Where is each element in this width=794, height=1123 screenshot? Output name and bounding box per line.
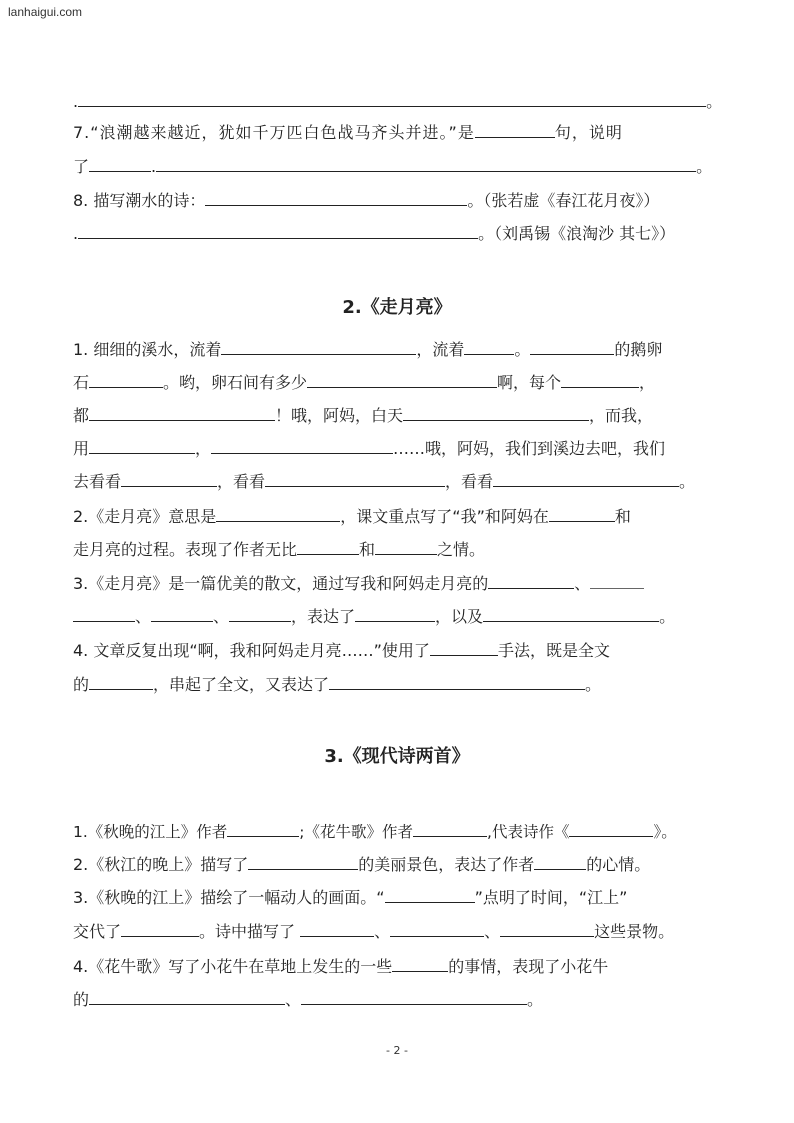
text: 石	[73, 373, 90, 392]
text: 的	[73, 675, 90, 694]
text: ，	[639, 373, 656, 392]
q7-line2	[73, 155, 723, 178]
blank	[561, 371, 639, 388]
text: 。（张若虚《春江花月夜》）	[467, 191, 660, 210]
text: 4.《花牛歌》写了小花牛在草地上发生的一些	[73, 957, 393, 976]
blank	[549, 505, 615, 522]
blank	[413, 820, 487, 837]
blank	[483, 605, 659, 622]
blank	[385, 886, 475, 903]
text: ，而我，	[589, 406, 654, 425]
blank	[151, 605, 213, 622]
text: 、	[484, 922, 501, 941]
text: ，	[195, 439, 212, 458]
text: 手法，既是全文	[497, 641, 610, 660]
line-0	[73, 90, 723, 113]
text: ，看看	[217, 472, 266, 491]
blank	[156, 155, 696, 172]
s2-q3-line1	[73, 572, 723, 595]
text: 的事情，表现了小花牛	[448, 957, 609, 976]
text: 3.《走月亮》是一篇优美的散文，通过写我和阿妈走月亮的	[73, 574, 489, 593]
blank	[229, 605, 291, 622]
text: 。（刘禹锡《浪淘沙 其七》）	[478, 224, 676, 243]
blank	[590, 572, 644, 589]
text: 、	[135, 607, 152, 626]
text: 、	[285, 990, 302, 1009]
blank	[355, 605, 435, 622]
blank	[300, 920, 374, 937]
text: 、	[574, 574, 591, 593]
text: 之情。	[437, 540, 486, 559]
text: 。诗中描写了	[199, 922, 301, 941]
text: 的	[73, 990, 90, 1009]
text: 。	[585, 675, 602, 694]
blank	[375, 538, 437, 555]
dot: .	[73, 92, 79, 111]
blank	[227, 820, 299, 837]
text: 用	[73, 439, 90, 458]
blank	[403, 404, 589, 421]
text: 》。	[653, 823, 677, 841]
s2-q3-line2	[73, 605, 723, 628]
blank	[301, 988, 527, 1005]
page-number: - 2 -	[386, 1044, 408, 1057]
text: 句，说明	[554, 123, 623, 142]
s2-q2-line1	[73, 505, 723, 528]
q8-line1	[73, 189, 723, 212]
text: ，串起了全文，又表达了	[153, 675, 330, 694]
text: 。	[679, 472, 696, 491]
text: 去看看	[73, 472, 122, 491]
s3-q1	[73, 820, 723, 843]
blank	[89, 404, 275, 421]
blank	[89, 988, 285, 1005]
text: 、	[374, 922, 391, 941]
blank	[430, 639, 498, 656]
text: ，课文重点写了“我”和阿妈在	[340, 507, 549, 526]
text: 。	[659, 607, 676, 626]
blank	[211, 437, 393, 454]
text: 和	[614, 507, 631, 526]
blank	[89, 673, 153, 690]
blank	[121, 920, 199, 937]
text: ;《花牛歌》作者	[299, 823, 414, 841]
text: 的心情。	[586, 855, 651, 874]
blank	[475, 121, 555, 138]
text: 。	[696, 157, 713, 176]
s2-q1-line4	[73, 437, 723, 460]
text: 都	[73, 406, 90, 425]
blank	[500, 920, 594, 937]
text: ，流着	[416, 340, 465, 359]
s2-q4-line1	[73, 639, 723, 662]
section3-title: 3.《现代诗两首》	[324, 746, 470, 767]
text: .	[151, 157, 157, 176]
blank	[392, 955, 448, 972]
s3-q4-line2	[73, 988, 723, 1011]
blank	[464, 338, 514, 355]
blank	[89, 371, 163, 388]
text: ，看看	[445, 472, 494, 491]
blank	[221, 338, 416, 355]
text: 的美丽景色，表达了作者	[358, 855, 535, 874]
s3-q3-line2	[73, 920, 723, 943]
q8-line2	[73, 222, 723, 245]
s3-q4-line1	[73, 955, 723, 978]
text: 2.《秋江的晚上》描写了	[73, 855, 249, 874]
text: 。	[527, 990, 544, 1009]
text: 1. 细细的溪水，流着	[73, 340, 222, 359]
s2-q4-line2	[73, 673, 723, 696]
text: .	[73, 224, 79, 243]
blank	[121, 470, 217, 487]
text: ……哦，阿妈，我们到溪边去吧，我们	[393, 439, 666, 458]
blank	[569, 820, 653, 837]
text: 。	[706, 92, 723, 111]
blank	[307, 371, 497, 388]
text: 了	[73, 157, 90, 176]
s3-q3-line1	[73, 886, 723, 909]
text: 。	[514, 340, 531, 359]
text: 4. 文章反复出现“啊，我和阿妈走月亮……”使用了	[73, 641, 430, 660]
blank	[89, 437, 195, 454]
s3-q2	[73, 853, 723, 876]
text: ，表达了	[291, 607, 356, 626]
blank	[78, 222, 478, 239]
blank	[493, 470, 679, 487]
blank	[534, 853, 586, 870]
text: 2.《走月亮》意思是	[73, 507, 217, 526]
text: 1.《秋晚的江上》作者	[73, 823, 228, 841]
blank	[205, 189, 467, 206]
text: 走月亮的过程。表现了作者无比	[73, 540, 298, 559]
blank	[78, 90, 706, 107]
text: 交代了	[73, 922, 122, 941]
text: ，以及	[435, 607, 484, 626]
blank	[89, 155, 151, 172]
blank	[297, 538, 359, 555]
blank	[73, 605, 135, 622]
blank	[248, 853, 358, 870]
s2-q1-line5	[73, 470, 723, 493]
text: 和	[359, 540, 376, 559]
s2-q1-line1	[73, 338, 723, 361]
blank	[390, 920, 484, 937]
text: 7.“浪潮越来越近，犹如千万匹白色战马齐头并进。”是	[73, 123, 475, 142]
text: 3.《秋晚的江上》描绘了一幅动人的画面。“	[73, 888, 385, 907]
text: 8. 描写潮水的诗：	[73, 191, 206, 210]
text: 。哟，卵石间有多少	[163, 373, 308, 392]
text: 这些景物。	[594, 922, 675, 941]
text: 的鹅卵	[614, 340, 663, 359]
watermark: lanhaigui.com	[8, 5, 83, 19]
text: ！哦，阿妈，白天	[275, 406, 404, 425]
blank	[216, 505, 340, 522]
s2-q1-line3	[73, 404, 723, 427]
text: 、	[213, 607, 230, 626]
q7-line1	[73, 121, 723, 144]
text: ”点明了时间，“江上”	[474, 888, 628, 907]
section2-title: 2.《走月亮》	[342, 297, 452, 318]
s2-q1-line2	[73, 371, 723, 394]
text: ,代表诗作《	[487, 823, 570, 841]
blank	[329, 673, 585, 690]
blank	[488, 572, 574, 589]
text: 啊，每个	[497, 373, 562, 392]
s2-q2-line2	[73, 538, 723, 561]
blank	[265, 470, 445, 487]
blank	[530, 338, 614, 355]
